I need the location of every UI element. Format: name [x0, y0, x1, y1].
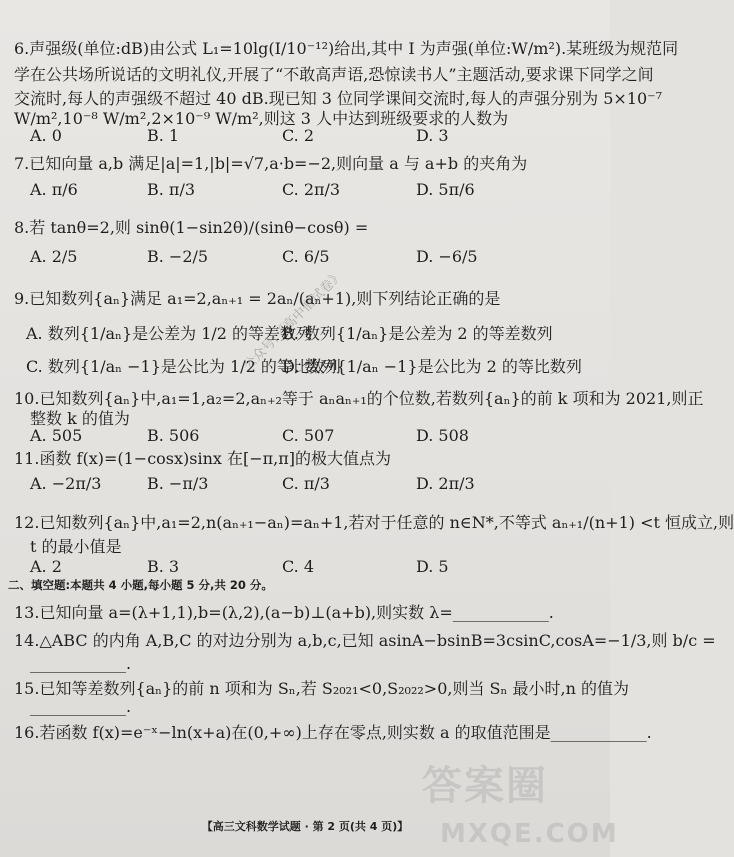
q11-option-b: B. −π/3 [147, 474, 209, 493]
q6-option-a: A. 0 [30, 126, 62, 145]
q12-option-d: D. 5 [416, 557, 449, 576]
q10-line2: 整数 k 的值为 [30, 409, 130, 428]
q8-option-a: A. 2/5 [30, 247, 78, 266]
q13-line: 13.已知向量 a=(λ+1,1),b=(λ,2),(a−b)⊥(a+b),则实数 λ=____________. [14, 603, 554, 622]
q10-option-d: D. 508 [416, 426, 469, 445]
q12-option-c: C. 4 [282, 557, 315, 576]
q6-line1: 6.声强级(单位:dB)由公式 L₁=10lg(I/10⁻¹²)给出,其中 I 为声强(单位:W/m²).某班级为规范同 [14, 39, 679, 58]
q16-line: 16.若函数 f(x)=e⁻ˣ−ln(x+a)在(0,+∞)上存在零点,则实数 a 的取值范围是____________. [14, 723, 652, 742]
q7-line1: 7.已知向量 a,b 满足|a|=1,|b|=√7,a·b=−2,则向量 a 与 a+b 的夹角为 [14, 154, 528, 173]
q11-option-c: C. π/3 [282, 474, 330, 493]
q10-option-a: A. 505 [30, 426, 83, 445]
q8-option-b: B. −2/5 [147, 247, 209, 266]
q11-option-d: D. 2π/3 [416, 474, 475, 493]
q8-line1: 8.若 tanθ=2,则 sinθ(1−sin2θ)/(sinθ−cosθ) = [14, 218, 369, 237]
q7-option-b: B. π/3 [147, 180, 196, 199]
q6-line4: W/m²,10⁻⁸ W/m²,2×10⁻⁹ W/m²,则这 3 人中达到班级要求的人数为 [14, 109, 509, 128]
q7-option-c: C. 2π/3 [282, 180, 341, 199]
q9-option-d: D. 数列{1/aₙ −1}是公比为 2 的等比数列 [282, 357, 582, 376]
watermark: 公众号:《高中僧试卷》 [240, 267, 347, 374]
q10-option-b: B. 506 [147, 426, 200, 445]
q11-line1: 11.函数 f(x)=(1−cosx)sinx 在[−π,π]的极大值点为 [14, 449, 392, 468]
page-footer: 【高三文科数学试题 · 第 2 页(共 4 页)】 [201, 820, 409, 833]
q9-option-b: B. 数列{1/aₙ}是公差为 2 的等差数列 [282, 324, 553, 343]
q6-line2: 学在公共场所说话的文明礼仪,开展了“不敢高声语,恐惊读书人”主题活动,要求课下同学之间 [14, 65, 654, 84]
q10-line1: 10.已知数列{aₙ}中,a₁=1,a₂=2,aₙ₊₂等于 aₙaₙ₊₁的个位数,若数列{aₙ}的前 k 项和为 2021,则正 [14, 389, 704, 408]
q12-line1: 12.已知数列{aₙ}中,a₁=2,n(aₙ₊₁−aₙ)=aₙ+1,若对于任意的 n∈N*,不等式 aₙ₊₁/(n+1) <t 恒成立,则 [14, 513, 734, 532]
stamp-site-text: MXQE.COM [440, 819, 619, 849]
site-logo-stamp [422, 754, 619, 849]
q14-line1: 14.△ABC 的内角 A,B,C 的对边分别为 a,b,c,已知 asinA−bsinB=3csinC,cosA=−1/3,则 b/c = [14, 631, 716, 650]
q10-option-c: C. 507 [282, 426, 335, 445]
q6-line3: 交流时,每人的声强级不超过 40 dB.现已知 3 位同学课间交流时,每人的声强分别为 5×10⁻⁷ [14, 89, 663, 108]
q12-option-a: A. 2 [30, 557, 62, 576]
q14-line2: ____________. [30, 654, 132, 673]
q12-option-b: B. 3 [147, 557, 180, 576]
q6-option-b: B. 1 [147, 126, 180, 145]
q7-option-d: D. 5π/6 [416, 180, 475, 199]
q15-line2: ____________. [30, 697, 132, 716]
q8-option-d: D. −6/5 [416, 247, 478, 266]
q7-option-a: A. π/6 [30, 180, 78, 199]
stamp-top-text: 答案圈 [422, 763, 548, 809]
q9-line1: 9.已知数列{aₙ}满足 a₁=2,aₙ₊₁ = 2aₙ/(aₙ+1),则下列结论正确的是 [14, 289, 501, 308]
q11-option-a: A. −2π/3 [30, 474, 102, 493]
q9-option-a: A. 数列{1/aₙ}是公差为 1/2 的等差数列 [26, 324, 313, 343]
q9-option-c: C. 数列{1/aₙ −1}是公比为 1/2 的等比数列 [26, 357, 341, 376]
q6-option-c: C. 2 [282, 126, 315, 145]
q8-option-c: C. 6/5 [282, 247, 330, 266]
q15-line1: 15.已知等差数列{aₙ}的前 n 项和为 Sₙ,若 S₂₀₂₁<0,S₂₀₂₂>0,则当 Sₙ 最小时,n 的值为 [14, 679, 629, 698]
q6-option-d: D. 3 [416, 126, 449, 145]
q12-line2: t 的最小值是 [30, 537, 122, 556]
section-fill-in-blank-heading: 二、填空题:本题共 4 小题,每小题 5 分,共 20 分。 [8, 578, 273, 592]
